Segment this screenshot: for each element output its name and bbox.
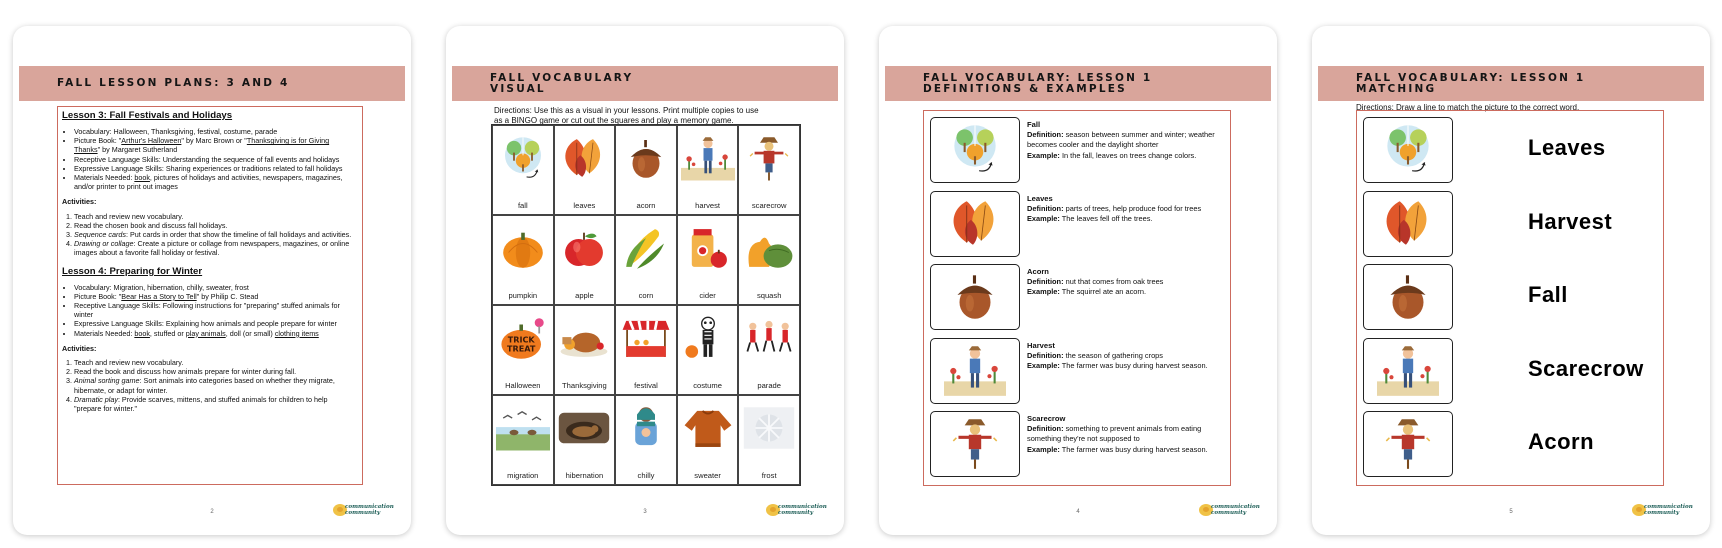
vocab-word: Acorn <box>1027 267 1049 276</box>
picture-card <box>930 264 1020 330</box>
scarecrow-icon <box>944 416 1006 470</box>
frost-icon <box>742 402 796 454</box>
vocab-label: migration <box>507 471 539 480</box>
vocab-card-scarecrow <box>738 125 800 215</box>
fall-icon <box>944 122 1006 176</box>
vocab-label: chilly <box>637 471 655 480</box>
picture-card <box>930 117 1020 183</box>
vocab-label: fall <box>517 201 528 210</box>
definition-entry <box>930 411 1222 475</box>
picture-card[interactable] <box>1363 264 1453 330</box>
matching-row <box>1363 191 1655 255</box>
harvest-icon <box>681 132 735 184</box>
list-item: 2. Read the book and discuss how animals prepare for winter during fall. <box>74 367 356 376</box>
scarecrow-icon <box>742 132 796 184</box>
match-word[interactable]: Leaves <box>1528 135 1606 160</box>
vocab-card-apple <box>554 215 616 305</box>
page-number: 3 <box>643 509 647 515</box>
picture-card <box>930 411 1020 477</box>
match-word[interactable]: Scarecrow <box>1528 355 1644 381</box>
scarecrow-icon <box>1377 416 1439 470</box>
title-band <box>19 66 405 101</box>
definition-entry <box>930 191 1222 255</box>
picture-card[interactable] <box>1363 411 1453 477</box>
acorn-icon <box>1377 269 1439 323</box>
list-item: • Expressive Language Skills: Sharing experiences or traditions related to fall holidays <box>74 164 356 173</box>
list-item: • Picture Book: "Bear Has a Story to Tell" by Philip C. Stead <box>74 292 356 301</box>
vocab-card-parade <box>738 305 800 395</box>
list-item: • Vocabulary: Migration, hibernation, chilly, sweater, frost <box>74 283 356 292</box>
matching-box <box>1356 110 1664 486</box>
lesson-4-heading: Lesson 4: Preparing for Winter <box>62 265 203 277</box>
list-item: 4. Dramatic play: Provide scarves, mittens, and stuffed animals for children to help "prepare for winter." <box>74 395 356 413</box>
acorn-icon <box>619 132 673 184</box>
vocabulary-grid <box>491 124 801 486</box>
vocab-card-cider <box>677 215 739 305</box>
lesson-3-bullets <box>62 127 356 191</box>
list-item: • Materials Needed: book, pictures of holidays and activities, newspapers, magazines, and/or printer to print out images <box>74 173 356 191</box>
lesson-4-bullets <box>62 283 356 338</box>
vocab-label: squash <box>756 291 782 300</box>
page-number: 4 <box>1076 509 1080 515</box>
leaves-icon <box>557 132 611 184</box>
definition-entry <box>930 264 1222 328</box>
picture-card[interactable] <box>1363 117 1453 183</box>
activities-label: Activities: <box>62 197 97 207</box>
vocab-card-halloween <box>492 305 554 395</box>
harvest-icon <box>944 343 1006 397</box>
vocab-word: Scarecrow <box>1027 414 1066 423</box>
page-title: FALL VOCABULARY: LESSON 1 DEFINITIONS & EXAMPLES <box>923 72 1153 95</box>
definitions-box <box>923 110 1231 486</box>
vocab-card-squash <box>738 215 800 305</box>
festival-icon <box>619 312 673 364</box>
match-word[interactable]: Harvest <box>1528 208 1613 234</box>
vocab-word: Fall <box>1027 120 1041 129</box>
matching-row <box>1363 264 1655 328</box>
materials-link[interactable]: book <box>134 328 150 338</box>
page-number: 5 <box>1509 509 1513 515</box>
title-band <box>1318 66 1704 101</box>
example-text: Example: The farmer was busy during harvest season. <box>1027 360 1208 370</box>
title-band <box>885 66 1271 101</box>
thanksgiving-icon <box>557 312 611 364</box>
vocab-card-corn <box>615 215 677 305</box>
match-word[interactable]: Acorn <box>1528 429 1595 454</box>
vocab-card-sweater <box>677 395 739 485</box>
book-link[interactable]: Bear Has a Story to Tell <box>121 291 197 301</box>
vocab-label: Thanksgiving <box>562 381 607 390</box>
brand-logo: communication community <box>766 503 834 517</box>
brand-logo: communication community <box>333 503 401 517</box>
squash-icon <box>742 222 796 274</box>
definition-entry <box>930 338 1222 402</box>
vocab-card-harvest <box>677 125 739 215</box>
definition-text: Definition: nut that comes from oak trees <box>1027 277 1164 287</box>
lesson-3-heading: Lesson 3: Fall Festivals and Holidays <box>62 110 233 121</box>
vocab-label: parade <box>757 381 782 390</box>
list-item: • Receptive Language Skills: Understanding the sequence of fall events and holidays <box>74 155 356 164</box>
halloween-icon <box>496 312 550 364</box>
vocab-label: acorn <box>636 201 656 210</box>
title-band <box>452 66 838 101</box>
materials-link[interactable]: play animals <box>185 328 226 338</box>
vocab-label: apple <box>575 291 594 300</box>
vocab-label: corn <box>638 291 654 300</box>
corn-icon <box>619 222 673 274</box>
chilly-icon <box>619 402 673 454</box>
matching-row <box>1363 117 1655 181</box>
list-item: 3. Animal sorting game: Sort animals into categories based on whether they migrate, hibernate, or adapt for winter. <box>74 376 356 394</box>
vocab-label: sweater <box>694 471 721 480</box>
example-text: Example: The squirrel ate an acorn. <box>1027 287 1147 297</box>
vocab-card-pumpkin <box>492 215 554 305</box>
pumpkin-icon <box>496 222 550 274</box>
apple-icon <box>557 222 611 274</box>
directions: Directions: Use this as a visual in your lessons. Print multiple copies to use as a BINGO game or cut out the squares and play a memory game. <box>494 106 759 126</box>
migration-icon <box>496 402 550 454</box>
cider-icon <box>681 222 735 274</box>
acorn-icon <box>944 269 1006 323</box>
page-title: FALL VOCABULARY: LESSON 1 MATCHING <box>1356 72 1586 95</box>
vocab-label: festival <box>634 381 658 390</box>
lesson-4-activities <box>62 358 356 413</box>
brand-logo: communication community <box>1199 503 1267 517</box>
hibernation-icon <box>557 402 611 454</box>
vocab-label: frost <box>761 471 777 480</box>
matching-row <box>1363 411 1655 475</box>
picture-card <box>930 338 1020 404</box>
book-link[interactable]: Arthur's Halloween <box>121 136 182 146</box>
vocab-card-frost <box>738 395 800 485</box>
example-text: Example: The farmer was busy during harvest season. <box>1027 444 1208 454</box>
vocab-word: Harvest <box>1027 340 1055 350</box>
vocab-label: costume <box>693 381 722 390</box>
list-item: 2. Read the chosen book and discuss fall holidays. <box>74 221 356 230</box>
vocab-card-chilly <box>615 395 677 485</box>
vocab-label: harvest <box>695 201 721 210</box>
matching-row <box>1363 338 1655 402</box>
leaves-icon <box>944 196 1006 250</box>
list-item: • Expressive Language Skills: Explaining how animals and people prepare for winter <box>74 319 356 328</box>
list-item: 1. Teach and review new vocabulary. <box>74 358 356 367</box>
vocab-card-leaves <box>554 125 616 215</box>
leaves-icon <box>1377 196 1439 250</box>
picture-card <box>930 191 1020 257</box>
vocab-card-thanksgiving <box>554 305 616 395</box>
definition-text: Definition: something to prevent animals from eating something they're not supposed to <box>1027 424 1202 444</box>
list-item: • Picture Book: "Arthur's Halloween" by Marc Brown or "Thanksgiving is for Giving Thanks" by Margaret Sutherland <box>74 136 356 154</box>
page-title: FALL VOCABULARY VISUAL <box>490 72 634 95</box>
vocab-card-fall <box>492 125 554 215</box>
directions: Directions: Draw a line to match the picture to the correct word. <box>1356 103 1580 112</box>
list-item: • Vocabulary: Halloween, Thanksgiving, festival, costume, parade <box>74 127 356 136</box>
definition-text: Definition: parts of trees, help produce food for trees <box>1027 203 1202 213</box>
parade-icon <box>742 312 796 364</box>
vocab-label: hibernation <box>565 471 604 480</box>
list-item: • Materials Needed: book, stuffed or play animals, doll (or small) clothing items <box>74 329 356 338</box>
page-definitions <box>879 26 1277 535</box>
page-lesson-plans <box>13 26 411 535</box>
definition-entry <box>930 117 1222 181</box>
materials-link[interactable]: book <box>134 173 150 183</box>
list-item: 3. Sequence cards: Put cards in order that show the timeline of fall holidays and activities. <box>74 230 356 239</box>
definition-text: Definition: season between summer and winter; weather becomes cooler and the daylight shorter <box>1027 130 1215 150</box>
vocab-word: Leaves <box>1027 193 1053 203</box>
list-item: 4. Drawing or collage: Create a picture or collage from newspapers, magazines, or online images about a favorite fall holiday or festival. <box>74 239 356 257</box>
fall-icon <box>1377 122 1439 176</box>
vocab-label: scarecrow <box>751 201 787 210</box>
sweater-icon <box>681 402 735 454</box>
vocab-card-migration <box>492 395 554 485</box>
match-word[interactable]: Fall <box>1528 282 1568 307</box>
harvest-icon <box>1377 343 1439 397</box>
example-text: Example: The leaves fell off the trees. <box>1027 213 1153 223</box>
vocab-card-costume <box>677 305 739 395</box>
page-matching <box>1312 26 1710 535</box>
materials-link[interactable]: clothing items <box>274 328 319 338</box>
vocab-card-festival <box>615 305 677 395</box>
page-title: FALL LESSON PLANS: 3 AND 4 <box>57 77 290 89</box>
list-item: • Receptive Language Skills: Following instructions for "preparing" stuffed animals for winter <box>74 301 356 319</box>
vocab-label: leaves <box>573 201 596 210</box>
list-item: 1. Teach and review new vocabulary. <box>74 212 356 221</box>
vocab-label: pumpkin <box>508 291 538 300</box>
fall-icon <box>496 132 550 184</box>
picture-card[interactable] <box>1363 191 1453 257</box>
activities-label: Activities: <box>62 343 97 353</box>
lesson-plans-box <box>57 106 363 485</box>
definition-text: Definition: the season of gathering crops <box>1027 350 1163 360</box>
example-text: Example: In the fall, leaves on trees change colors. <box>1027 150 1197 160</box>
vocab-card-acorn <box>615 125 677 215</box>
page-vocabulary-visual <box>446 26 844 535</box>
vocab-label: cider <box>699 291 716 300</box>
brand-logo: communication community <box>1632 503 1700 517</box>
vocab-card-hibernation <box>554 395 616 485</box>
lesson-3-activities <box>62 212 356 258</box>
page-number: 2 <box>210 509 214 515</box>
picture-card[interactable] <box>1363 338 1453 404</box>
costume-icon <box>681 312 735 364</box>
book-link[interactable]: Thanksgiving is for Giving Thanks <box>74 136 330 155</box>
vocab-label: Halloween <box>505 381 541 390</box>
